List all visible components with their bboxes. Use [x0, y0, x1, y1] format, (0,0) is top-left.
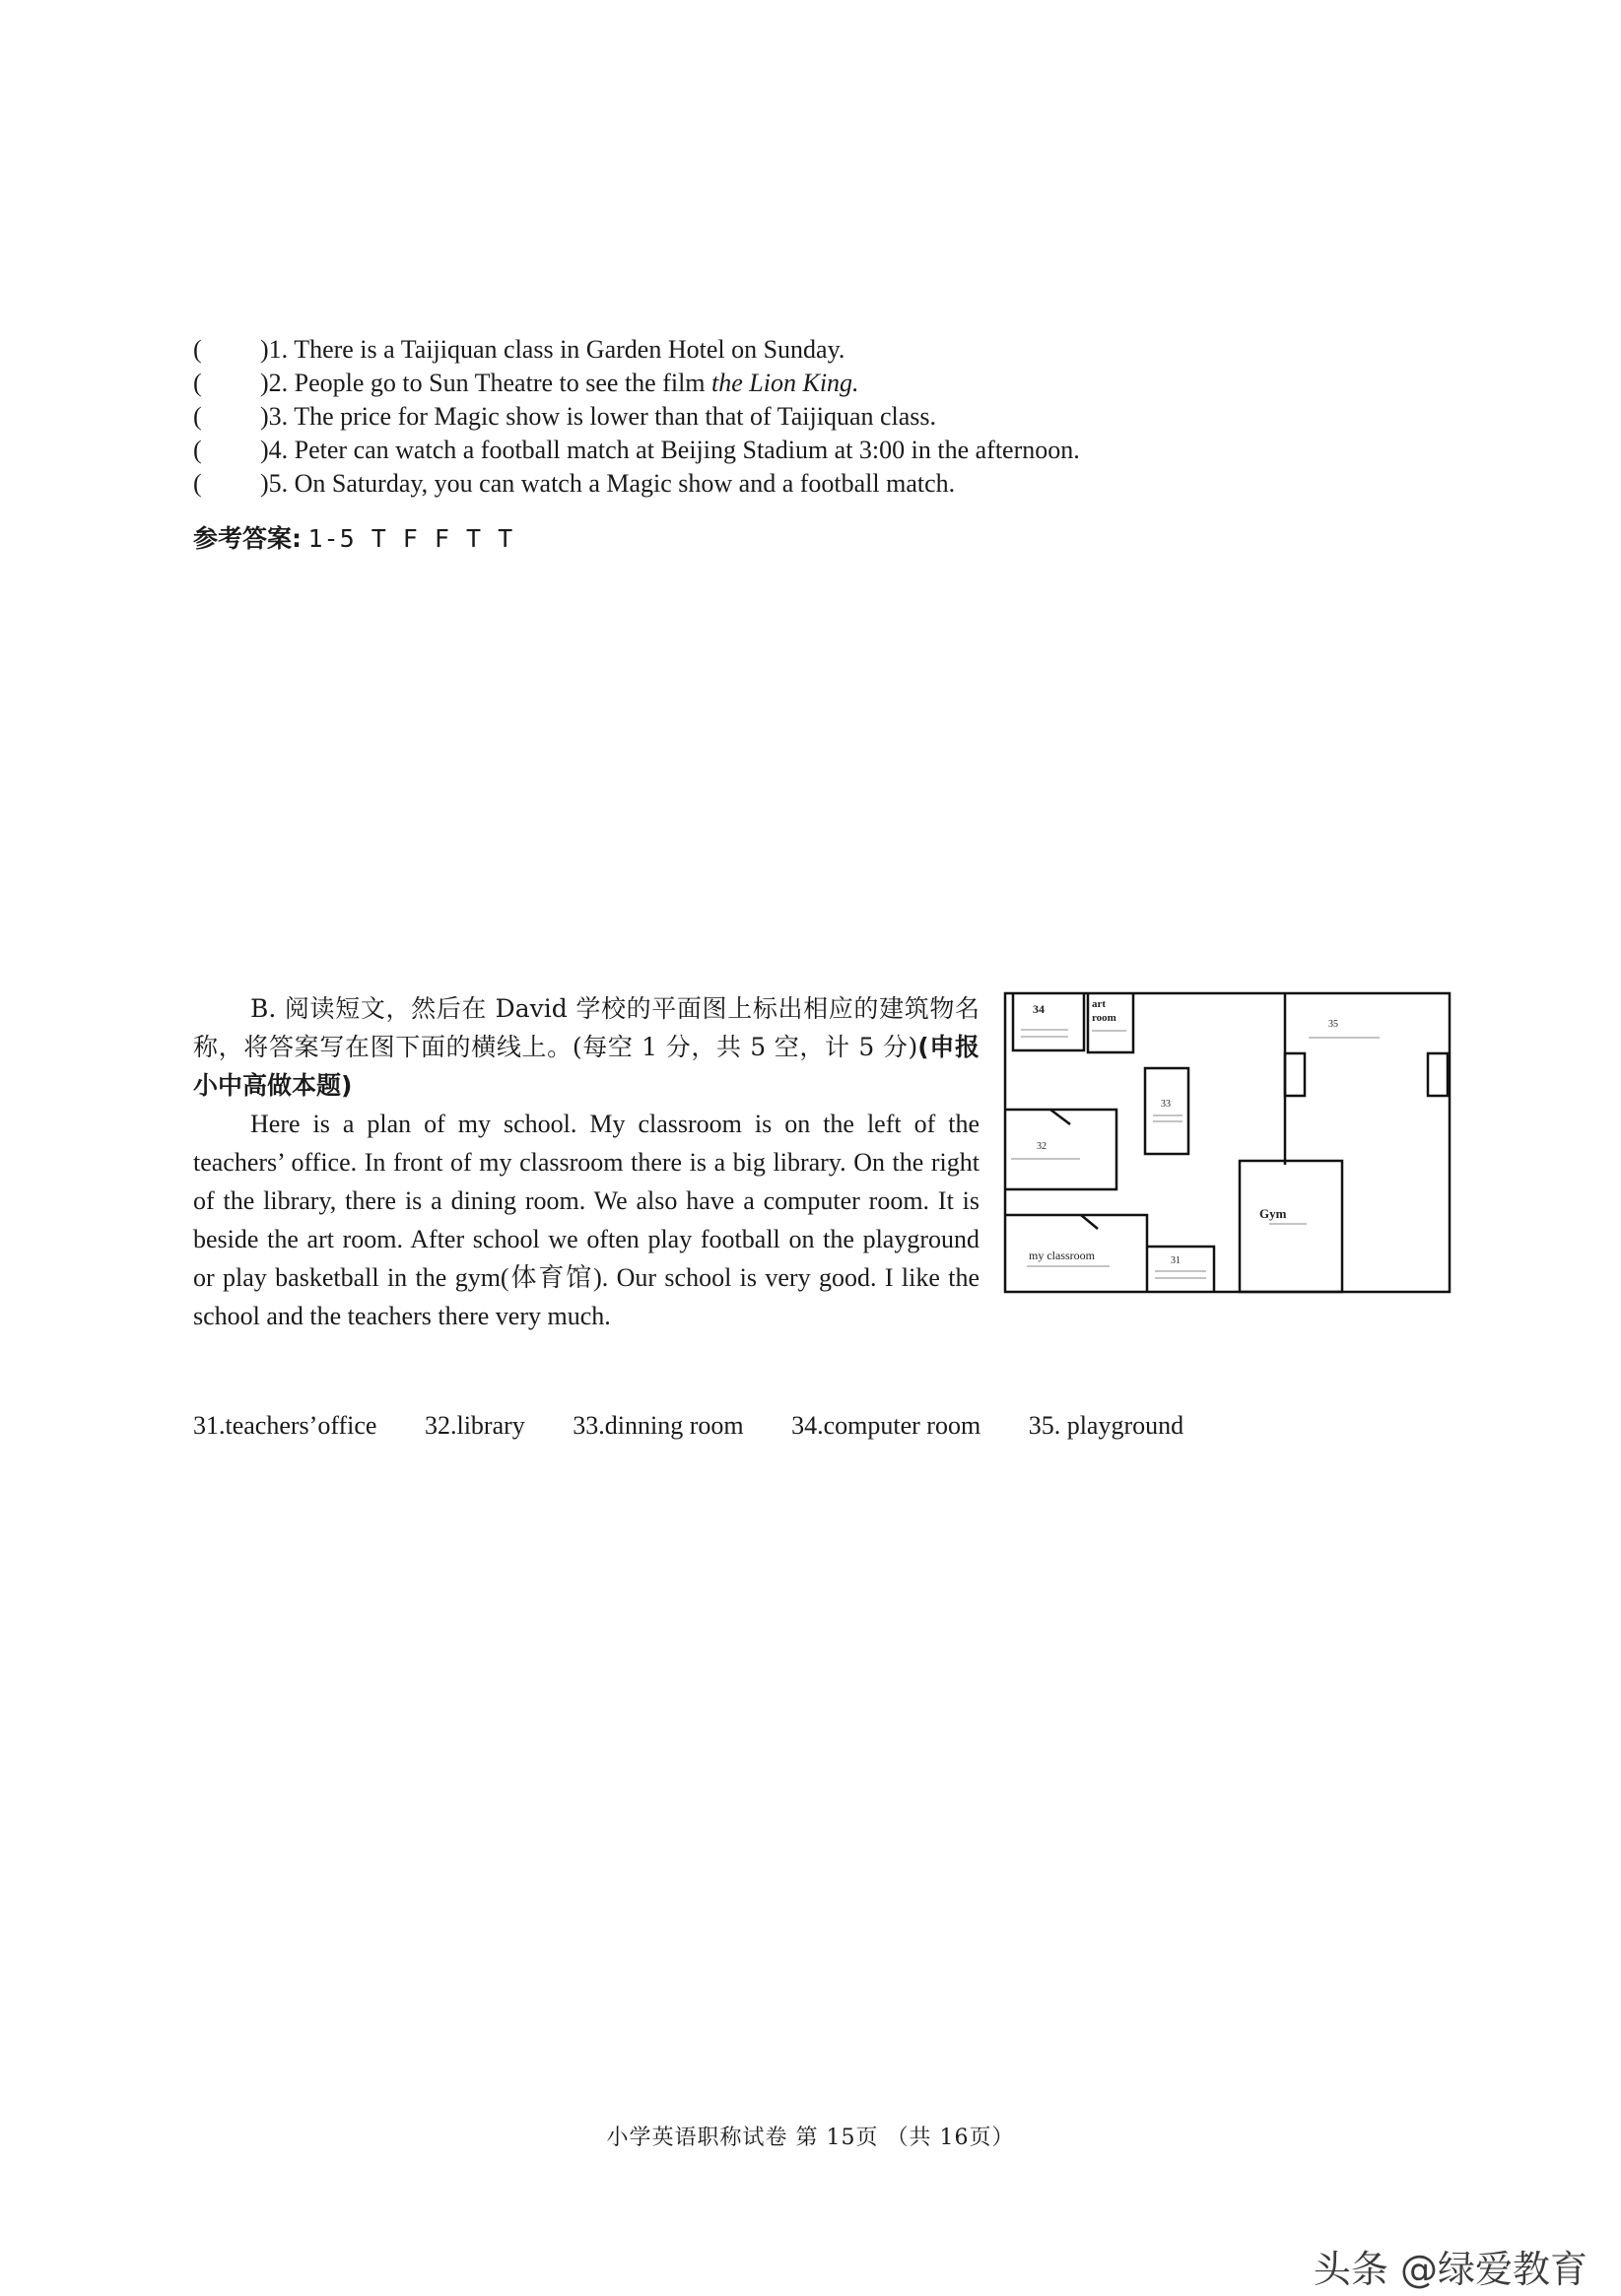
- answer-34: 34.computer room: [791, 1411, 981, 1440]
- answer-33: 33.dinning room: [573, 1411, 744, 1440]
- answer-32: 32.library: [424, 1411, 525, 1440]
- room-34-walls: [1013, 993, 1084, 1050]
- true-false-questions: [193, 333, 1326, 501]
- gym-walls: [1240, 1161, 1342, 1292]
- label-34: 34: [1033, 1002, 1045, 1016]
- watermark: 头条 @绿爱教育: [1313, 2248, 1587, 2291]
- answer-paren: (: [193, 335, 202, 364]
- room-31-walls: [1147, 1247, 1214, 1292]
- label-my-classroom: my classroom: [1029, 1249, 1095, 1262]
- reading-passage: Here is a plan of my school. My classroom is on the left of the teachers’ office. In front of my classroom there is a big library. On the right of the library, there is a dining room. We also have a computer room. It is beside the art room. After school we often play football on the playground or play basketball in the gym(体育馆). Our school is very good. I like the school and the teachers there very much.: [193, 1110, 979, 1330]
- label-gym: Gym: [1259, 1206, 1287, 1221]
- question-italic-text: the Lion King.: [711, 369, 859, 397]
- label-33: 33: [1161, 1099, 1171, 1110]
- question-text: )4. Peter can watch a football match at Beijing Stadium at 3:00 in the afternoon.: [260, 436, 1080, 464]
- question-2: [193, 367, 1326, 400]
- reference-answer: [193, 522, 513, 556]
- label-32: 32: [1037, 1141, 1047, 1152]
- instructions-bold-note: (申报小中高做本题): [193, 1033, 979, 1100]
- room-33-walls: [1145, 1068, 1188, 1154]
- answer-paren: (: [193, 369, 202, 397]
- question-text: )5. On Saturday, you can watch a Magic show and a football match.: [260, 469, 956, 498]
- instructions-text: B. 阅读短文，然后在 David 学校的平面图上标出相应的建筑物名称，将答案写在图下面的横线上。(每空 1 分，共 5 空，计 5 分): [193, 994, 979, 1061]
- question-1: [193, 333, 1326, 367]
- answer-paren: (: [193, 436, 202, 464]
- section-b-instructions: [193, 989, 979, 1105]
- label-art: art: [1092, 998, 1107, 1010]
- question-4: [193, 434, 1326, 467]
- answer-value: 1-5 T F F T T: [307, 524, 514, 553]
- label-room: room: [1092, 1012, 1116, 1024]
- floor-plan-drawing: [1003, 991, 1452, 1294]
- answer-paren: (: [193, 402, 202, 431]
- label-31: 31: [1171, 1255, 1181, 1266]
- question-text: )2. People go to Sun Theatre to see the film: [260, 369, 712, 397]
- room-32-door: [1050, 1110, 1070, 1124]
- my-classroom-door: [1081, 1215, 1098, 1229]
- answer-paren: (: [193, 469, 202, 498]
- school-floor-plan: [1003, 991, 1452, 1294]
- answer-31: 31.teachers’office: [193, 1411, 377, 1440]
- answer-35: 35. playground: [1028, 1411, 1184, 1440]
- playground-post-right: [1428, 1053, 1448, 1096]
- page-footer: 小学英语职称试卷 第 15页 （共 16页）: [606, 2126, 1015, 2150]
- plan-outer-wall: [1005, 993, 1450, 1292]
- answer-label: 参考答案:: [193, 524, 302, 553]
- question-5: [193, 467, 1326, 501]
- question-3: [193, 400, 1326, 434]
- question-text: )1. There is a Taijiquan class in Garden Hotel on Sunday.: [260, 335, 845, 364]
- playground-post-left: [1285, 1053, 1305, 1096]
- section-b: [193, 989, 979, 1335]
- room-32-walls: [1005, 1110, 1116, 1189]
- section-b-answers: [193, 1409, 1225, 1443]
- label-35: 35: [1328, 1019, 1338, 1030]
- question-text: )3. The price for Magic show is lower than that of Taijiquan class.: [260, 402, 937, 431]
